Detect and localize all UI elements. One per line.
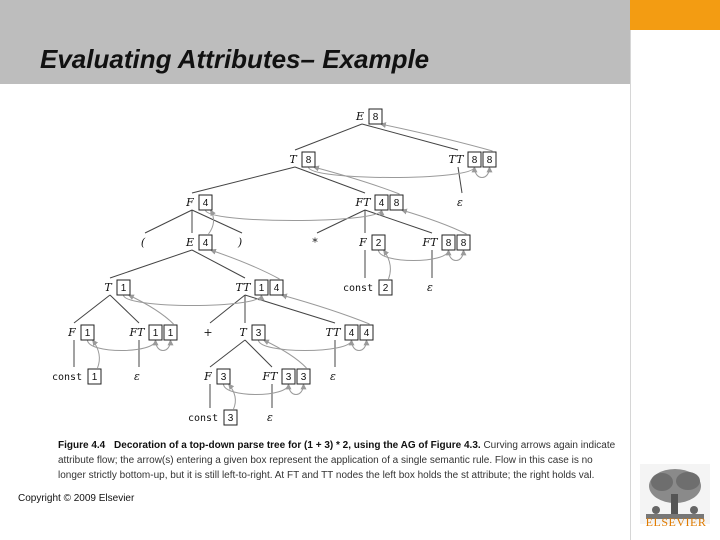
node-label: ε: [330, 370, 336, 383]
tree-node-eps0: [457, 196, 463, 209]
attribute-value: 4: [378, 198, 385, 209]
tree-node-ft2: [129, 325, 177, 340]
slide-title: Evaluating Attributes– Example: [40, 44, 430, 74]
node-label: const: [188, 413, 219, 424]
tree-node-t1: [104, 280, 130, 295]
attribute-value: 1: [258, 283, 265, 294]
tree-node-f2: [67, 325, 94, 340]
node-label: (: [140, 236, 146, 249]
attribute-value: 8: [305, 155, 312, 166]
tree-node-tt2: [326, 325, 373, 340]
caption-body: Curving arrows again indicate attribute flow; the arrow(s) entering a given box represent the application of a single semantic rule. Flow in this case is no longer strictly bottom-up, but it is still left-to-right. At FT and TT nodes the left box holds the st attribute; the right holds val.: [58, 440, 616, 481]
attribute-flow-arrow: [124, 295, 262, 306]
attribute-flow-arrow: [449, 250, 464, 261]
node-label: F: [186, 196, 194, 209]
node-label: const: [343, 283, 374, 294]
tree-edge-t2-ft3: [245, 340, 272, 367]
tree-node-ft1: [422, 235, 470, 250]
attribute-flow-arrow: [381, 124, 493, 151]
tree-edge-ft0-ft1: [365, 210, 432, 233]
tree-edge-f0-rp: [192, 210, 242, 233]
tree-node-t0: [289, 152, 315, 167]
node-label: TT: [235, 281, 251, 294]
node-label: FT: [262, 370, 278, 383]
node-label: *: [312, 236, 318, 249]
attribute-value: 1: [167, 328, 174, 339]
tree-node-const2: [343, 280, 392, 295]
tree-node-eps4: [267, 411, 273, 424]
tree-node-t2: [239, 325, 265, 340]
node-label: +: [203, 326, 213, 339]
attribute-flow-arrow: [379, 250, 449, 261]
tree-edge-tt1-tt2: [245, 295, 335, 323]
tree-edge-t0-ft0: [295, 167, 365, 193]
attribute-value: 3: [300, 372, 307, 383]
accent-bar: [630, 0, 720, 30]
node-label: FT: [129, 326, 145, 339]
attribute-flow-arrow: [156, 340, 171, 351]
node-label: ε: [457, 196, 463, 209]
tree-edge-t2-f3: [210, 340, 245, 367]
node-label: T: [239, 326, 247, 339]
attribute-value: 4: [348, 328, 355, 339]
attribute-value: 8: [471, 155, 478, 166]
attribute-value: 4: [202, 238, 209, 249]
node-label: FT: [355, 196, 371, 209]
attribute-value: 8: [393, 198, 400, 209]
tree-node-eps3: [330, 370, 336, 383]
attribute-flow-arrow: [264, 340, 307, 368]
attribute-value: 8: [372, 112, 379, 123]
attribute-value: 8: [445, 238, 452, 249]
tree-node-f3: [203, 369, 230, 384]
tree-node-ft3: [262, 369, 310, 384]
attribute-value: 1: [84, 328, 91, 339]
tree-node-eps2: [134, 370, 140, 383]
tree-node-f1: [358, 235, 385, 250]
attribute-value: 2: [382, 283, 389, 294]
attribute-flow-arrow: [224, 384, 289, 395]
tree-edge-e1-t1: [110, 250, 192, 278]
node-label: ε: [134, 370, 140, 383]
tree-node-f0: [185, 195, 212, 210]
attribute-value: 3: [220, 372, 227, 383]
attribute-value: 3: [285, 372, 292, 383]
attribute-flow-arrow: [289, 384, 304, 395]
tree-node-e: [355, 109, 382, 124]
tree-node-rp: [237, 236, 242, 249]
caption-lead: Decoration of a top-down parse tree for (1 + 3) * 2, using the AG of Figure 4.3.: [114, 440, 481, 451]
attribute-value: 1: [120, 283, 127, 294]
figure-label: Figure 4.4: [58, 440, 106, 451]
node-label: E: [355, 110, 365, 123]
attribute-value: 3: [255, 328, 262, 339]
attribute-value: 1: [152, 328, 159, 339]
parse-tree-diagram: [0, 84, 630, 434]
attribute-value: 8: [460, 238, 467, 249]
node-label: FT: [422, 236, 438, 249]
tree-edge-ft0-star: [317, 210, 365, 233]
tree-node-plus: [203, 326, 212, 339]
copyright-text: Copyright © 2009 Elsevier: [18, 493, 135, 504]
tree-edge-tt1-plus: [210, 295, 245, 323]
node-label: E: [185, 236, 195, 249]
node-label: T: [289, 153, 297, 166]
tree-node-tt0: [449, 152, 496, 167]
tree-node-e1: [185, 235, 212, 250]
elsevier-logo-text: ELSEVIER: [645, 515, 707, 529]
node-label: TT: [325, 326, 341, 339]
attribute-flow-arrow: [259, 340, 352, 351]
node-label: ε: [427, 281, 433, 294]
node-label: ): [237, 236, 243, 249]
node-label: const: [52, 372, 83, 383]
attribute-value: 4: [273, 283, 280, 294]
tree-edge-e-tt0: [362, 124, 458, 150]
node-label: F: [204, 370, 212, 383]
node-label: T: [104, 281, 112, 294]
attribute-value: 4: [202, 198, 209, 209]
attribute-flow-arrow: [211, 250, 280, 279]
attribute-value: 1: [91, 372, 98, 383]
attribute-value: 4: [363, 328, 370, 339]
attribute-flow-arrow: [93, 340, 100, 368]
tree-node-eps1: [427, 281, 433, 294]
tree-edge-t1-f2: [74, 295, 110, 323]
node-label: F: [359, 236, 367, 249]
tree-node-const1: [52, 369, 101, 384]
tree-edge-e1-tt1: [192, 250, 245, 278]
attribute-flow-arrow: [402, 210, 467, 234]
tree-node-star: [312, 236, 318, 249]
attribute-flow-arrow: [352, 340, 367, 351]
attribute-flow-arrow: [384, 250, 391, 279]
tree-node-const3: [188, 410, 237, 425]
attribute-flow-arrow: [229, 384, 236, 409]
figure-caption: [58, 438, 616, 483]
attribute-value: 3: [227, 413, 234, 424]
tree-edge-e-t0: [295, 124, 362, 150]
tree-node-ft0: [355, 195, 403, 210]
node-label: TT: [448, 153, 464, 166]
attribute-value: 2: [375, 238, 382, 249]
tree-edge-f0-lp: [145, 210, 192, 233]
node-label: ε: [267, 411, 273, 424]
tree-node-lp: [141, 236, 146, 249]
node-label: F: [68, 326, 76, 339]
divider-line: [630, 30, 631, 540]
tree-edge-t1-ft2: [110, 295, 139, 323]
tree-edge-t0-f0: [192, 167, 295, 193]
tree-edge-tt0-eps0: [458, 167, 462, 193]
attribute-value: 8: [486, 155, 493, 166]
tree-node-tt1: [236, 280, 283, 295]
attribute-flow-arrow: [475, 167, 490, 178]
